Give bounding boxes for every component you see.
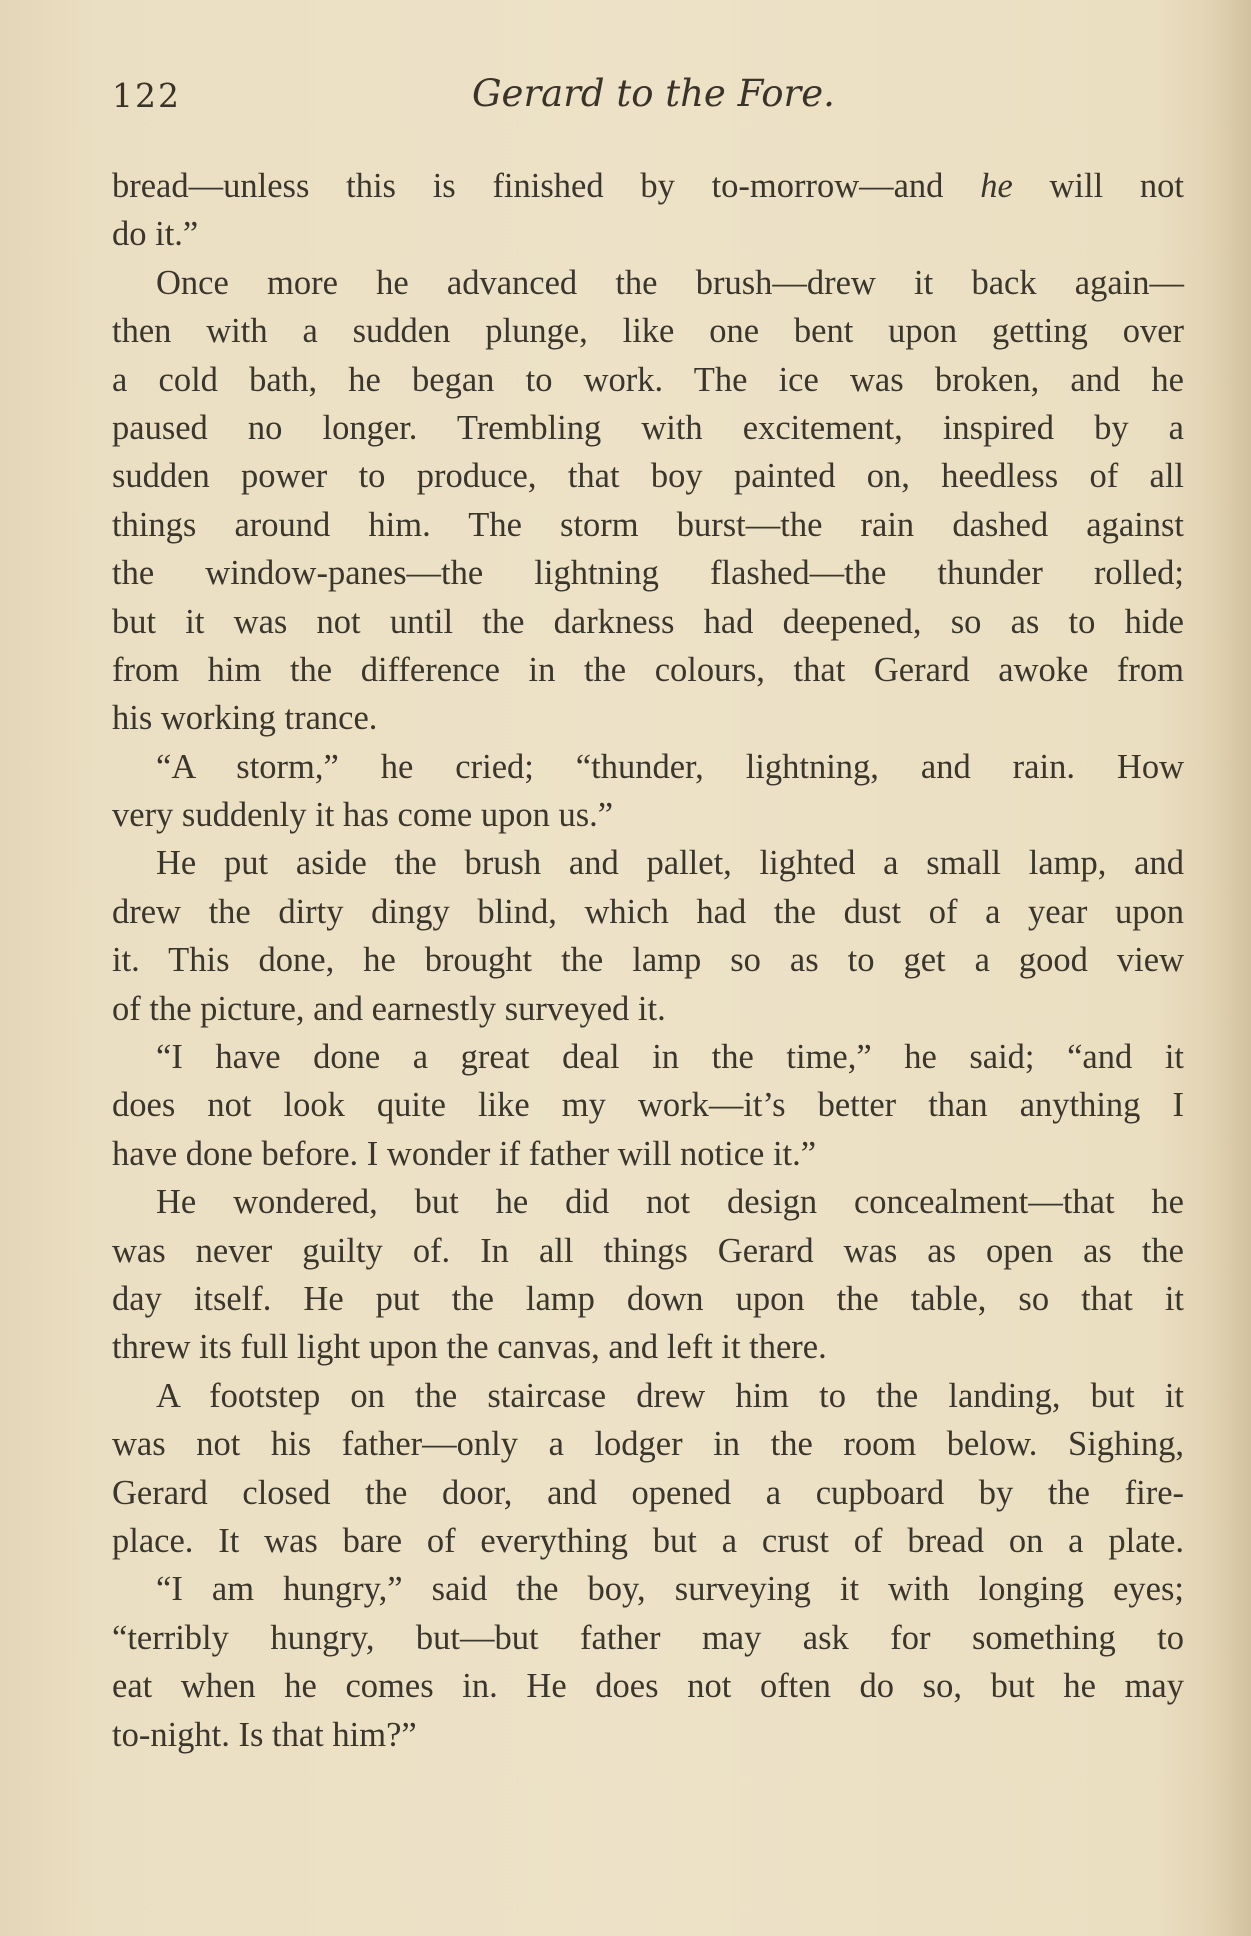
text-line: from him the difference in the colours, that Gerard awoke from [112, 650, 1184, 689]
running-title: Gerard to the Fore. [472, 72, 835, 115]
text-line: Gerard closed the door, and opened a cupboard by the fire- [112, 1473, 1184, 1512]
text-line: eat when he comes in. He does not often do so, but he may [112, 1667, 1184, 1706]
text-line: things around him. The storm burst—the rain dashed against [112, 505, 1184, 544]
text-line: do it.” [112, 215, 199, 254]
text-line: “terribly hungry, but—but father may ask for something to [112, 1618, 1184, 1657]
page-edge-shadow [1211, 0, 1251, 1936]
text-segment: bread—unless this is finished by to-morrow—and [112, 167, 981, 205]
text-line: sudden power to produce, that boy painted on, heedless of all [112, 457, 1184, 496]
text-line [112, 162, 1184, 210]
body-text [112, 162, 1184, 1759]
text-line: was not his father—only a lodger in the room below. Sighing, [112, 1425, 1184, 1464]
page-header [112, 68, 1172, 128]
text-line: paused no longer. Trembling with excitement, inspired by a [112, 408, 1184, 447]
text-line: place. It was bare of everything but a crust of bread on a plate. [112, 1521, 1184, 1560]
text-line: have done before. I wonder if father will notice it.” [112, 1134, 817, 1173]
text-line: a cold bath, he began to work. The ice was broken, and he [112, 360, 1184, 399]
text-line: He wondered, but he did not design concealment—that he [156, 1183, 1184, 1222]
text-line: it. This done, he brought the lamp so as to get a good view [112, 941, 1184, 980]
text-line: drew the dirty dingy blind, which had the dust of a year upon [112, 892, 1184, 931]
text-line: “A storm,” he cried; “thunder, lightning, and rain. How [156, 747, 1184, 786]
text-line: He put aside the brush and pallet, lighted a small lamp, and [156, 844, 1184, 883]
text-line: but it was not until the darkness had deepened, so as to hide [112, 602, 1184, 641]
text-line: of the picture, and earnestly surveyed it. [112, 989, 666, 1028]
text-line: to-night. Is that him?” [112, 1715, 417, 1754]
text-line: was never guilty of. In all things Gerard was as open as the [112, 1231, 1184, 1270]
emphasis: he [980, 167, 1013, 205]
text-line: “I am hungry,” said the boy, surveying it with longing eyes; [156, 1570, 1184, 1609]
text-line: threw its full light upon the canvas, and left it there. [112, 1328, 827, 1367]
text-line: the window-panes—the lightning flashed—the thunder rolled; [112, 554, 1184, 593]
text-line: “I have done a great deal in the time,” he said; “and it [156, 1038, 1184, 1077]
text-line: does not look quite like my work—it’s better than anything I [112, 1086, 1184, 1125]
text-line: very suddenly it has come upon us.” [112, 796, 614, 835]
text-segment: will not [1012, 167, 1185, 205]
text-line: his working trance. [112, 699, 378, 738]
text-line: day itself. He put the lamp down upon the table, so that it [112, 1279, 1184, 1318]
text-line: A footstep on the staircase drew him to the landing, but it [156, 1376, 1184, 1415]
text-line: Once more he advanced the brush—drew it back again— [156, 263, 1184, 302]
text-line: then with a sudden plunge, like one bent upon getting over [112, 312, 1184, 351]
page-number: 122 [112, 76, 181, 115]
